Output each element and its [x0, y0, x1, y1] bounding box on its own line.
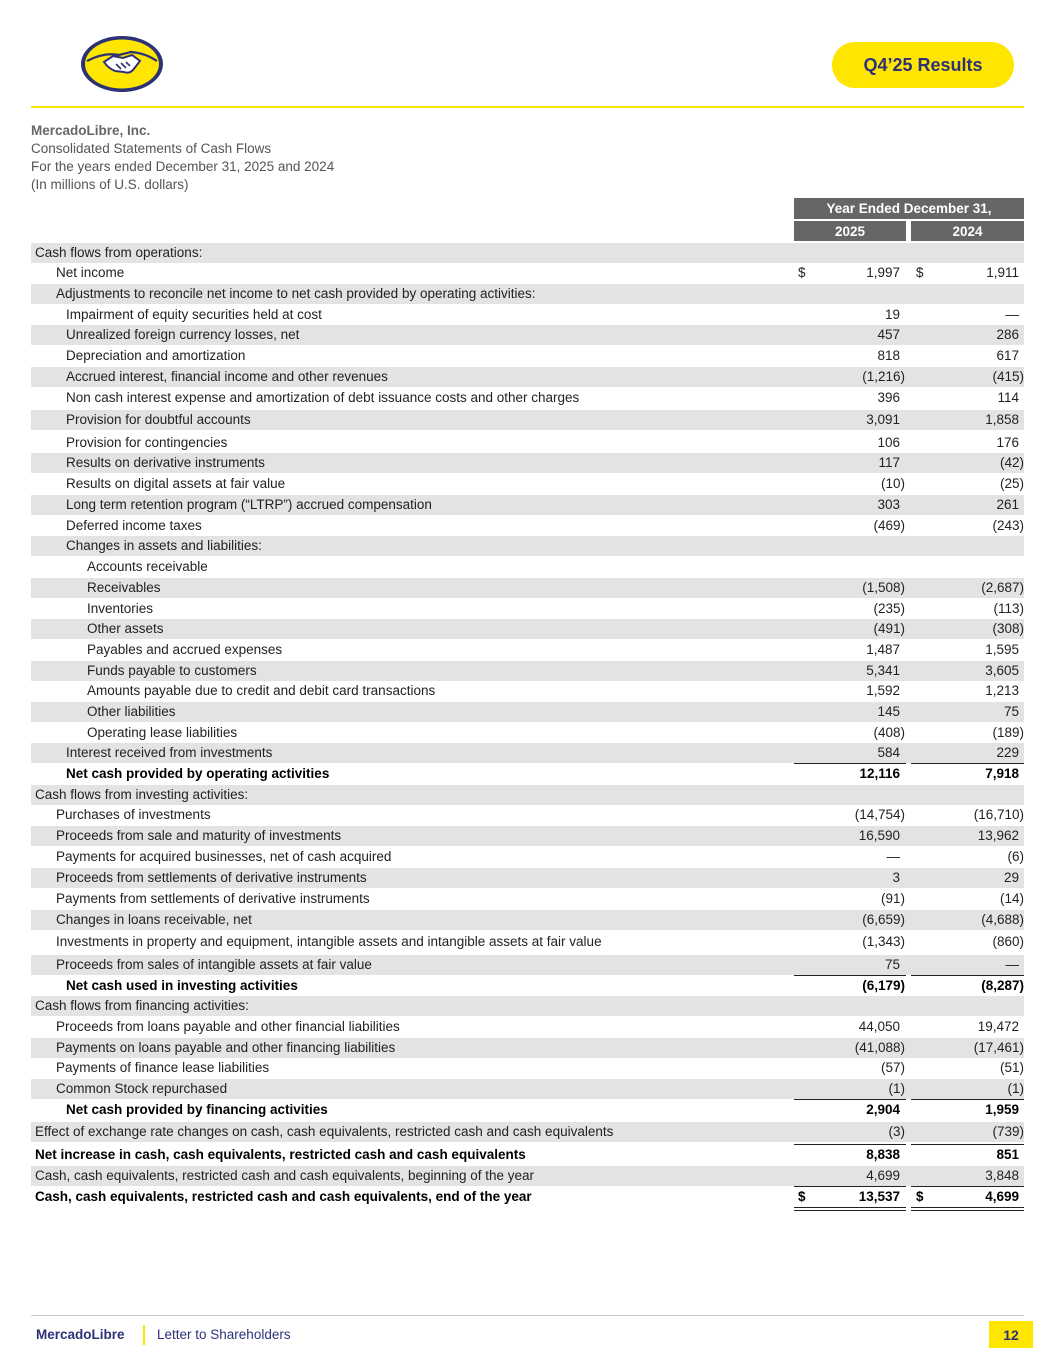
value-2025: 4,699 [866, 1168, 900, 1183]
value-2024: 1,858 [985, 412, 1019, 427]
value-2025 [794, 996, 900, 1016]
quarter-results-badge: Q4’25 Results [832, 42, 1014, 88]
value-2025: 3 [892, 870, 900, 885]
table-row [31, 388, 1024, 408]
row-label: Net cash used in investing activities [66, 978, 298, 993]
row-label: Purchases of investments [56, 807, 211, 822]
statement-period: For the years ended December 31, 2025 and 2024 [31, 159, 335, 174]
value-2024: (14) [999, 891, 1024, 906]
value-2025: 2,904 [866, 1102, 900, 1117]
value-2025: 145 [877, 704, 900, 719]
value-2025: 818 [877, 348, 900, 363]
row-label: Unrealized foreign currency losses, net [66, 327, 300, 342]
row-label: Operating lease liabilities [87, 725, 238, 740]
row-label: Payments on loans payable and other financing liabilities [56, 1040, 396, 1055]
value-2024 [912, 536, 1019, 556]
value-2025: 584 [877, 745, 900, 760]
subtotal-rule [911, 1144, 1024, 1145]
table-row [31, 932, 1024, 952]
value-2024: (860) [992, 934, 1024, 949]
value-2025 [794, 536, 900, 556]
value-2025: 44,050 [858, 1019, 900, 1034]
currency-symbol-2024: $ [916, 265, 924, 280]
value-2024: — [1005, 957, 1019, 972]
value-2025: 12,116 [859, 766, 900, 781]
value-2024: 3,605 [985, 663, 1019, 678]
total-double-rule [794, 1210, 906, 1211]
value-2025: 1,487 [866, 642, 900, 657]
value-2024: (4,688) [981, 912, 1024, 927]
table-row [31, 847, 1024, 867]
value-2024: (17,461) [973, 1040, 1024, 1055]
table-row [31, 764, 1024, 784]
value-2025: (408) [873, 725, 905, 740]
row-label: Payments for acquired businesses, net of cash acquired [56, 849, 392, 864]
table-row [31, 681, 1024, 701]
table-row [31, 889, 1024, 909]
value-2024: (113) [993, 601, 1024, 616]
footer-title: Letter to Shareholders [157, 1327, 291, 1342]
value-2024: (51) [999, 1060, 1024, 1075]
table-row [31, 495, 1024, 515]
value-2025: 1,997 [866, 265, 900, 280]
value-2024: (189) [992, 725, 1024, 740]
row-label: Changes in loans receivable, net [56, 912, 252, 927]
value-2025: (14,754) [854, 807, 905, 822]
table-row [31, 1100, 1024, 1120]
value-2024: (6) [1007, 849, 1024, 864]
row-label: Net increase in cash, cash equivalents, restricted cash and cash equivalents [35, 1147, 526, 1162]
table-row [31, 826, 1024, 846]
table-row [31, 367, 1024, 387]
subtotal-rule [911, 1099, 1024, 1100]
subtotal-rule [911, 763, 1024, 764]
table-row [31, 619, 1024, 639]
table-row [31, 1187, 1024, 1207]
value-2024: (1) [1007, 1081, 1024, 1096]
subtotal-rule [911, 975, 1024, 976]
value-2024: 4,699 [985, 1189, 1019, 1204]
row-label: Cash, cash equivalents, restricted cash and cash equivalents, beginning of the year [35, 1168, 535, 1183]
table-row [31, 284, 1024, 304]
value-2024 [912, 284, 1019, 304]
value-2025 [794, 284, 900, 304]
row-label: Provision for doubtful accounts [66, 412, 251, 427]
table-row [31, 640, 1024, 660]
row-label: Proceeds from loans payable and other financial liabilities [56, 1019, 400, 1034]
value-2025: (6,659) [862, 912, 905, 927]
value-2025: 13,537 [858, 1189, 900, 1204]
year-ended-header: Year Ended December 31, [794, 198, 1024, 219]
value-2024: (308) [992, 621, 1024, 636]
total-double-rule [911, 1210, 1024, 1211]
column-header-2025: 2025 [794, 221, 906, 241]
value-2025: 106 [877, 435, 900, 450]
total-double-rule [911, 1207, 1024, 1208]
value-2024: (243) [992, 518, 1024, 533]
row-label: Investments in property and equipment, intangible assets and intangible assets at fair value [56, 934, 602, 949]
table-row [31, 263, 1024, 283]
company-name: MercadoLibre, Inc. [31, 123, 151, 138]
subtotal-rule [794, 1144, 906, 1145]
table-row [31, 661, 1024, 681]
value-2024: 75 [1003, 704, 1019, 719]
value-2024: (25) [999, 476, 1024, 491]
value-2025: 19 [884, 307, 900, 322]
value-2024: 851 [996, 1147, 1019, 1162]
value-2024: 29 [1003, 870, 1019, 885]
value-2024: 617 [996, 348, 1019, 363]
value-2025 [794, 785, 900, 805]
value-2025: (1,216) [862, 369, 905, 384]
table-row [31, 1122, 1024, 1142]
table-row [31, 976, 1024, 996]
value-2024: 13,962 [977, 828, 1019, 843]
row-label: Inventories [87, 601, 154, 616]
value-2025: 16,590 [858, 828, 900, 843]
row-label: Amounts payable due to credit and debit card transactions [87, 683, 436, 698]
table-row [31, 996, 1024, 1016]
row-label: Results on digital assets at fair value [66, 476, 286, 491]
table-row [31, 453, 1024, 473]
row-label: Depreciation and amortization [66, 348, 246, 363]
table-row [31, 536, 1024, 556]
table-row [31, 578, 1024, 598]
row-label: Net cash provided by financing activities [66, 1102, 328, 1117]
table-row [31, 785, 1024, 805]
table-row [31, 325, 1024, 345]
footer-brand: MercadoLibre [36, 1327, 125, 1342]
table-row [31, 868, 1024, 888]
row-label: Proceeds from settlements of derivative instruments [56, 870, 367, 885]
row-label: Adjustments to reconcile net income to net cash provided by operating activities: [56, 286, 536, 301]
row-label: Proceeds from sales of intangible assets at fair value [56, 957, 372, 972]
table-row [31, 723, 1024, 743]
value-2024: 261 [996, 497, 1019, 512]
row-label: Payables and accrued expenses [87, 642, 283, 657]
value-2024: 286 [996, 327, 1019, 342]
value-2024: 7,918 [985, 766, 1019, 781]
value-2025 [794, 557, 900, 577]
row-label: Cash, cash equivalents, restricted cash and cash equivalents, end of the year [35, 1189, 532, 1204]
row-label: Net income [56, 265, 125, 280]
value-2024: 1,959 [985, 1102, 1019, 1117]
value-2024: 3,848 [985, 1168, 1019, 1183]
value-2025: 75 [884, 957, 900, 972]
value-2025: (1) [888, 1081, 905, 1096]
value-2025: (491) [873, 621, 905, 636]
row-label: Provision for contingencies [66, 435, 228, 450]
table-row [31, 474, 1024, 494]
statement-units: (In millions of U.S. dollars) [31, 177, 189, 192]
value-2025: — [886, 849, 900, 864]
currency-symbol-2024: $ [916, 1189, 924, 1204]
row-label: Interest received from investments [66, 745, 273, 760]
subtotal-rule [794, 975, 906, 976]
value-2024 [912, 785, 1019, 805]
value-2025: (1,508) [862, 580, 905, 595]
value-2024: 114 [997, 390, 1019, 405]
table-row [31, 805, 1024, 825]
value-2024: 229 [996, 745, 1019, 760]
value-2025: 303 [877, 497, 900, 512]
value-2025: 3,091 [866, 412, 900, 427]
value-2025 [794, 243, 900, 263]
table-row [31, 743, 1024, 763]
total-rule [794, 1186, 906, 1187]
value-2025: (1,343) [862, 934, 905, 949]
value-2025: 396 [877, 390, 900, 405]
table-row [31, 557, 1024, 577]
currency-symbol-2025: $ [798, 265, 806, 280]
row-label: Other liabilities [87, 704, 176, 719]
footer-separator [143, 1325, 145, 1345]
row-label: Results on derivative instruments [66, 455, 265, 470]
table-row [31, 305, 1024, 325]
table-row [31, 1017, 1024, 1037]
value-2024: 1,595 [985, 642, 1019, 657]
value-2024: 1,213 [985, 683, 1019, 698]
table-row [31, 346, 1024, 366]
statement-title: Consolidated Statements of Cash Flows [31, 141, 272, 156]
row-label: Deferred income taxes [66, 518, 202, 533]
total-double-rule [794, 1207, 906, 1208]
value-2024: — [1005, 307, 1019, 322]
value-2025: (6,179) [862, 978, 905, 993]
table-row [31, 955, 1024, 975]
table-row [31, 1079, 1024, 1099]
value-2025: (57) [880, 1060, 905, 1075]
value-2025: (41,088) [854, 1040, 905, 1055]
row-label: Changes in assets and liabilities: [66, 538, 262, 553]
table-row [31, 702, 1024, 722]
row-label: Cash flows from operations: [35, 245, 203, 260]
subtotal-rule [794, 763, 906, 764]
row-label: Other assets [87, 621, 164, 636]
row-label: Cash flows from financing activities: [35, 998, 249, 1013]
table-row [31, 433, 1024, 453]
column-header-2024: 2024 [911, 221, 1024, 241]
total-rule [911, 1186, 1024, 1187]
table-row [31, 1145, 1024, 1165]
value-2025: (469) [873, 518, 905, 533]
value-2024: 176 [996, 435, 1019, 450]
row-label: Cash flows from investing activities: [35, 787, 249, 802]
value-2025: 5,341 [866, 663, 900, 678]
table-row [31, 1166, 1024, 1186]
row-label: Accounts receivable [87, 559, 208, 574]
table-row [31, 1038, 1024, 1058]
table-row [31, 243, 1024, 263]
value-2024: (2,687) [981, 580, 1024, 595]
row-label: Accrued interest, financial income and other revenues [66, 369, 388, 384]
value-2024: (739) [992, 1124, 1024, 1139]
value-2025: 457 [877, 327, 900, 342]
currency-symbol-2025: $ [798, 1189, 806, 1204]
value-2025: (3) [888, 1124, 905, 1139]
value-2024 [912, 996, 1019, 1016]
value-2025: (91) [880, 891, 905, 906]
value-2025: 117 [878, 455, 900, 470]
value-2024: 19,472 [977, 1019, 1019, 1034]
row-label: Proceeds from sale and maturity of investments [56, 828, 342, 843]
value-2024: (8,287) [981, 978, 1024, 993]
value-2024: (16,710) [973, 807, 1024, 822]
header-divider [31, 106, 1024, 108]
row-label: Payments of finance lease liabilities [56, 1060, 270, 1075]
value-2025: (235) [873, 601, 905, 616]
footer-divider [31, 1315, 1024, 1316]
row-label: Common Stock repurchased [56, 1081, 228, 1096]
value-2025: (10) [880, 476, 905, 491]
row-label: Net cash provided by operating activities [66, 766, 330, 781]
table-row [31, 1058, 1024, 1078]
mercadolibre-handshake-logo [79, 34, 165, 94]
table-row [31, 410, 1024, 430]
row-label: Payments from settlements of derivative instruments [56, 891, 370, 906]
value-2025: 1,592 [866, 683, 900, 698]
value-2025: 8,838 [866, 1147, 900, 1162]
value-2024: 1,911 [986, 265, 1019, 280]
row-label: Funds payable to customers [87, 663, 257, 678]
page-number: 12 [989, 1321, 1033, 1348]
row-label: Long term retention program (“LTRP”) accrued compensation [66, 497, 432, 512]
table-row [31, 516, 1024, 536]
row-label: Non cash interest expense and amortization of debt issuance costs and other charges [66, 390, 580, 405]
value-2024 [912, 243, 1019, 263]
subtotal-rule [794, 1099, 906, 1100]
value-2024 [912, 557, 1019, 577]
table-row [31, 599, 1024, 619]
value-2024: (42) [999, 455, 1024, 470]
row-label: Receivables [87, 580, 161, 595]
row-label: Impairment of equity securities held at cost [66, 307, 322, 322]
row-label: Effect of exchange rate changes on cash, cash equivalents, restricted cash and cash equivalents [35, 1124, 614, 1139]
value-2024: (415) [992, 369, 1024, 384]
table-row [31, 910, 1024, 930]
